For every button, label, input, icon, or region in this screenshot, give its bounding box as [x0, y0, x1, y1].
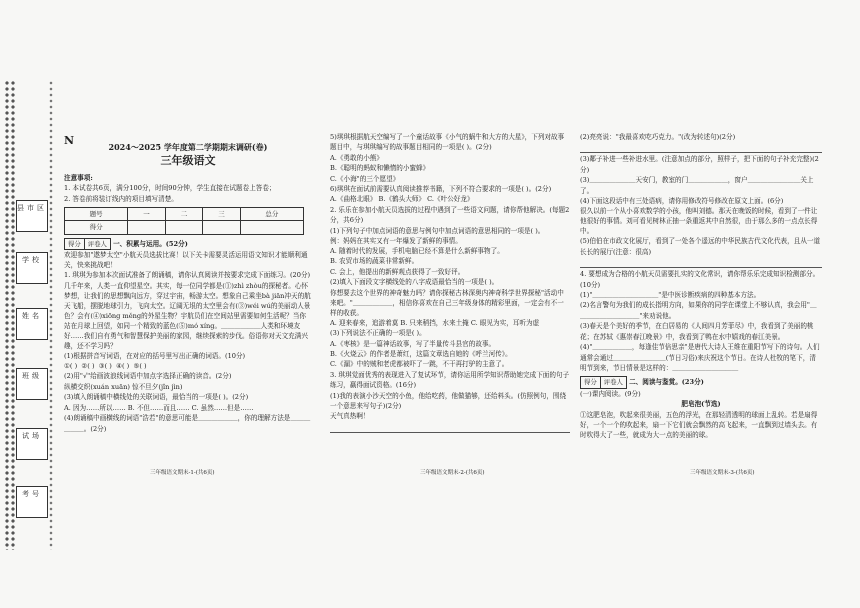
- grader-box: 得分 评卷人: [580, 376, 627, 388]
- answer-line[interactable]: [580, 258, 822, 268]
- option: C. 会上，他提出的新鲜观点获得了一致好评。: [330, 267, 465, 276]
- question-1: 1. 琪琪为参加本次面试准备了朗诵稿，请你认真阅读并按要求完成下面练习。(20分): [64, 271, 311, 280]
- question-2: 2. 乐乐在参加小航天员选拔的过程中遇到了一些语文问题，请你帮他解决。(每题2分，共6分): [330, 205, 570, 225]
- question-1-passage: 几千年来，人类一直仰望星空。其实，每一位同学都是(①)zhì zhòu的探秘者。心怀梦想，让我们的思想飘向远方，穿过宇宙，畅游太空。想象自己乘坐bà jiān冲天的航天飞船，摆脱地球引力，飞向太空。辽阔无垠的太空里会有(③)wéi wú的美丽动人景色？会有(④)xiōng měng的外星生物？宇航员们在空间站里需要如何生活呢？当你站在月球上回望，如同一个精致的蓝色(⑤)mó xíng。＿＿＿＿＿＿人类和环境友好……我们自有勇气和智慧保护美丽的家园，继续探索的步伐。俗语你对天文充满兴趣，还不学习吗？: [64, 281, 311, 350]
- question-4-item: (1)"＿＿＿＿＿＿＿＿＿＿"是中医诊断疾病的四种基本方法。: [580, 291, 761, 300]
- score-cell[interactable]: [128, 221, 166, 234]
- option: A.《曲格北眼》 B.《鹤头大师》 C.《叶公好龙》: [330, 195, 474, 204]
- option: A.《枣核》是一篇神话故事，写了半量传斗县官的故事。: [330, 339, 496, 348]
- strip-field-number: 考号: [16, 486, 48, 518]
- version-mark: N: [64, 134, 75, 147]
- section-2-heading: 二、阅读与鉴赏。(23分): [629, 378, 704, 387]
- score-header-cell: 三: [203, 208, 241, 221]
- option: A. 迎来春来，追游着莫 B. 只来稍挡，水来土掩 C. 眼见为实，耳听为虚: [330, 318, 540, 327]
- strip-field-school: 学校: [16, 252, 48, 284]
- note-item: 1. 本试卷共6页，满分100分，时间90分钟，学生直接在试题卷上答卷；: [64, 184, 276, 193]
- page-footer-2: 三年级语文期末-2-(共6页): [420, 470, 485, 476]
- question-1-5: 5)琪琪根据航天空编写了一个童话故事《小气的蜗牛和大方的大星》，下列对故事题目中，与琪琪编写的故事题目相同的一项是( )。(2分): [330, 133, 565, 152]
- strip-field-room: 试场: [16, 428, 48, 460]
- option: C.《漏》中的贼和老虎都被吓了一跳，不干再打驴的主意了。: [330, 360, 509, 369]
- exam-subject: 三年级语文: [160, 154, 216, 168]
- question-1-1: (1)根据拼音写词语，在对应的括号里写出正确的词语。(10分): [64, 351, 246, 360]
- score-cell[interactable]: [240, 221, 303, 234]
- score-cell[interactable]: [203, 221, 241, 234]
- option: A.《勇敢的小熊》: [330, 153, 384, 162]
- question-4-item: (4)"＿＿＿＿＿＿，每逢佳节倍思亲"是唐代大诗人王维在重阳节写下的诗句。人们通常会通过＿＿＿＿＿＿＿＿(节日习俗)来庆祝这个节日。在诗人杜牧的笔下，清明节到来，节日情景是这样的：＿＿＿＿＿＿＿＿＿＿: [580, 343, 820, 372]
- question-2-2-passage: 你想要去这个世界的神奇魅力吗？请你探秘古林深奥内神奇科学世界探秘"活动中来吧。"＿＿＿＿＿＿，相信你喜欢在自己三年级身体的精彩里面，一定会有不一样的收获。: [330, 288, 564, 317]
- score-header-cell: 题号: [65, 208, 128, 221]
- question-3-5: (5)伯伯在市政文化展厅，看到了一处各个遥远的中华民族古代文化代表，且从一道长长的展厅(注意：很高): [580, 237, 821, 256]
- option: B.《火烧云》的作者是萧红，这篇文章选自她的《呼兰河传》。: [330, 349, 512, 358]
- question-4-item: (3)春天是个美好的季节，在白居易的《人间四月芳菲尽》中，我看到了美丽的桃花；在苏轼《惠崇春江晚景》中，我看到了鸭在水中嬉戏的春江美景。: [580, 322, 814, 341]
- binding-strip: [0, 80, 60, 560]
- question-2-1: (1)下列句子中加点词语的意思与例句中加点词语的意思相同的一项是( )。: [330, 226, 545, 235]
- score-header-cell: 一: [128, 208, 166, 221]
- page-footer-3: 三年级语文期末-3-(共6页): [690, 470, 755, 476]
- binding-dots-inner: [48, 80, 54, 550]
- page-column-1: [64, 126, 312, 434]
- question-1-2-options: 纵横交织(xuán xuān) 惊不旦夕(jǐn jìn): [64, 382, 183, 391]
- question-3-3-blank: (3)＿＿＿＿＿＿＿天安门，教室的门＿＿＿＿＿＿，窗户＿＿＿＿＿＿＿＿关上了。: [580, 176, 814, 195]
- strip-field-name: 姓名: [16, 308, 48, 340]
- answer-blanks[interactable]: ①( ) ②( ) ③( ) ④( ) ⑤( ): [64, 362, 147, 371]
- intro-text: 欢迎参加"遨梦太空"小航天员选拔比赛！以下关卡需要灵活运用语文知识才能顺利通关，快来挑战吧！: [64, 251, 308, 270]
- question-3-4: (4)下面这段话中有三处语病，请你用修改符号修改在原文上面。(6分): [580, 197, 784, 206]
- grader-box: 得分 评卷人: [64, 238, 111, 250]
- question-2-3: (3)下列说法不正确的一项是( )。: [330, 329, 426, 338]
- reading-title: 肥皂泡(节选): [681, 400, 721, 409]
- option: C.《小海"的三个愿望》: [330, 174, 400, 183]
- question-3-4-passage: 很久以前一个从小喜欢数学的小孩，他叫刘德。那天在晚饭的时候，看到了一件让他很好的事情。刘可看见树林正抽一条重返其中自然很，由于那么多的一点点长得中。: [580, 207, 818, 236]
- question-4-item: (2)名言警句为我们的成长指明方向，如果你的同学在课堂上不够认真，我会用"＿＿＿＿＿＿＿＿＿＿"来劝说他。: [580, 301, 817, 320]
- question-2-2: (2)填入下面段文字横线处的八字成语最恰当的一项是( )。: [330, 278, 499, 287]
- question-3-1: (1)我的表演小沙天空的小鱼，他给吃药，他做猫够，还给料头。(仿照例句，围绕一个意思来写句子)(2分): [330, 391, 567, 410]
- exam-title: 2024～2025 学年度第二学期期末调研(卷): [108, 142, 268, 152]
- question-3-2: (2)亮亮说："我最喜欢吃巧克力。"(改为转述句)(2分): [580, 133, 736, 141]
- strip-field-county: 县市区: [16, 200, 48, 232]
- question-3-3: (3)鄰子补进一些补进水里。(注意加点的部分，照样子，把下面的句子补充完整)(2分): [580, 155, 819, 174]
- note-item: 2. 答卷前将装订线内的项目填写清楚。: [64, 194, 178, 203]
- reading-passage: ①这肥皂泡，吹起来很美丽，五色的浮光，在那轻清透明的球面上乱转。若是扇得好，一个一个的吹起来，扇一下它们就会飘然的高飞起来，一直飘到过墙头去。有时吹得大了一些，就成为大一点的美丽的球。: [580, 410, 818, 439]
- question-1-4: (4)朗诵稿中画横线的词语"浩若"的意思可能是＿＿＿＿＿＿，你的理解方法是＿＿＿＿＿＿。(2分): [64, 414, 311, 433]
- question-1-2: (2)用"√"给画波浪线词语中加点字选择正确的读音。(2分): [64, 372, 232, 381]
- score-cell[interactable]: [165, 221, 203, 234]
- score-header-cell: 总分: [240, 208, 303, 221]
- answer-line[interactable]: [330, 423, 570, 433]
- notes-heading: 注意事项:: [64, 173, 93, 182]
- question-1-3: (3)填入朗诵稿中横线处的关联词语，最恰当的一项是( )。(2分): [64, 393, 249, 402]
- page-footer-1: 三年级语文期末-1-(共6页): [150, 470, 215, 476]
- score-row-label: 得分: [65, 221, 128, 234]
- reading-heading: (一)课内阅读。(9分): [580, 389, 641, 398]
- binding-dots: [4, 80, 16, 550]
- question-1-3-options: A. 因为……所以…… B. 不但……而且…… C. 虽然……但是……: [64, 403, 254, 412]
- option: A. 随着时代的发展，手机电脑已经不算是什么新鲜事物了。: [330, 247, 504, 256]
- question-3-1-prompt: 天气真热啊！: [330, 412, 370, 421]
- option: B. 农贸市场的蔬菜非常新鲜。: [330, 257, 419, 266]
- example-sentence: 例：妈妈在其实又有一年爆发了新鲜的事情。: [330, 237, 462, 246]
- question-4: 4. 要想成为合格的小航天员需要扎实的文化常识，请你帮乐乐完成知识检测部分。(10分): [580, 270, 820, 289]
- score-header-cell: 二: [165, 208, 203, 221]
- answer-line[interactable]: [580, 143, 822, 153]
- section-1-heading: 一、积累与运用。(52分): [113, 239, 188, 248]
- question-3: 3. 琪琪觉面优秀的表现进入了复试环节，请你运用所学知识帮助她完成下面的句子练习，赢得面试资格。(16分): [330, 370, 570, 390]
- option: B.《聪明的蚂蚁和懒惰的小蜜蜂》: [330, 164, 430, 173]
- question-1-6: 6)琪琪在面试前需要认真阅读推荐书籍，下列不符合要求的一项是( )。(2分): [330, 185, 552, 194]
- score-table: [64, 207, 304, 235]
- page-column-2: [330, 132, 570, 434]
- page-column-3: [580, 132, 822, 440]
- strip-field-class: 班级: [16, 368, 48, 400]
